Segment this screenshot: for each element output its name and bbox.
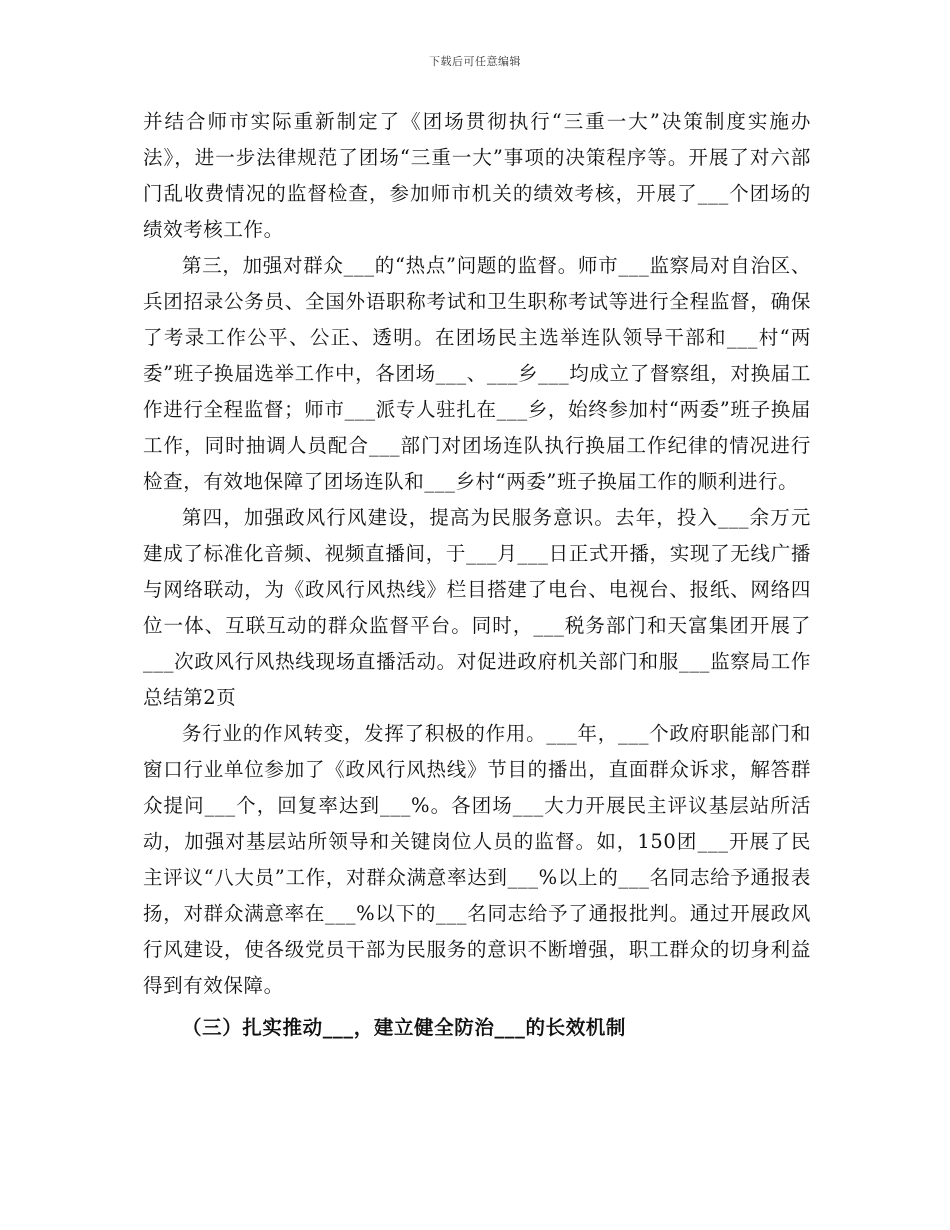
page-header: 下载后可任意编辑 <box>429 55 521 68</box>
paragraph-fourth-point: 第四，加强政风行风建设，提高为民服务意识。去年，投入___余万元建成了标准化音频、视频直播间，于___月___日正式开播，实现了无线广播与网络联动，为《政风行风热线》栏目搭建了电台、电视台、报纸、网络四位一体、互联互动的群众监督平台。同时，___税务部门和天富集团开展了___次政风行风热线现场直播活动。对促进政府机关部门和服___监察局工作总结第2页 <box>143 506 811 709</box>
paragraph-fourth-continued: 务行业的作风转变，发挥了积极的作用。___年，___个政府职能部门和窗口行业单位参加了《政风行风热线》节目的播出，直面群众诉求，解答群众提问___个，回复率达到___%。各团场___大力开展民主评议基层站所活动，加强对基层站所领导和关键岗位人员的监督。如，150团___开展了民主评议“八大员”工作，对群众满意率达到___%以上的___名同志给予通报表扬，对群众满意率在___%以下的___名同志给予了通报批判。通过开展政风行风建设，使各级党员干部为民服务的意识不断增强，职工群众的切身利益得到有效保障。 <box>143 722 811 997</box>
body-text <box>143 104 811 1046</box>
paragraph-third-point: 第三，加强对群众___的“热点”问题的监督。师市___监察局对自治区、兵团招录公务员、全国外语职称考试和卫生职称考试等进行全程监督，确保了考录工作公平、公正、透明。在团场民主选举连队领导干部和___村“两委”班子换届选举工作中，各团场___、___乡___均成立了督察组，对换届工作进行全程监督；师市___派专人驻扎在___乡，始终参加村“两委”班子换届工作，同时抽调人员配合___部门对团场连队执行换届工作纪律的情况进行检查，有效地保障了团场连队和___乡村“两委”班子换届工作的顺利进行。 <box>143 254 811 493</box>
paragraph-continuation: 并结合师市实际重新制定了《团场贯彻执行“三重一大”决策制度实施办法》，进一步法律规范了团场“三重一大”事项的决策程序等。开展了对六部门乱收费情况的监督检查，参加师市机关的绩效考核，开展了___个团场的绩效考核工作。 <box>143 110 811 241</box>
section-heading: （三）扎实推动___，建立健全防治___的长效机制 <box>182 1016 627 1039</box>
